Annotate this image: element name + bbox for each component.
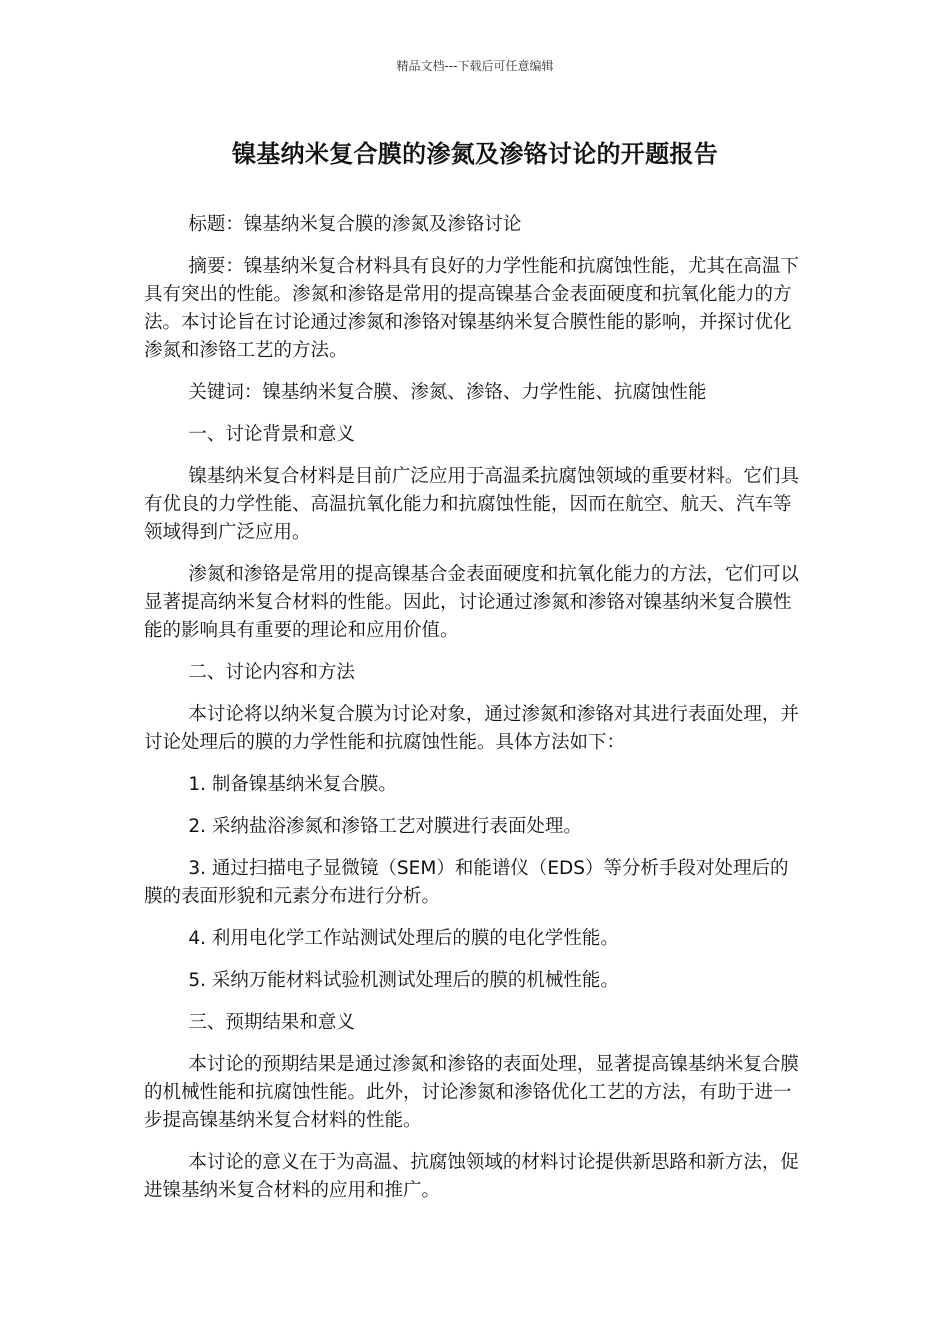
- method-item-5: 5. 采纳万能材料试验机测试处理后的膜的机械性能。: [188, 970, 619, 991]
- section-heading-results: 三、预期结果和意义: [188, 1012, 355, 1033]
- paragraph-results: 本讨论的预期结果是通过渗氮和渗铬的表面处理，显著提高镍基纳米复合膜的机械性能和抗腐蚀性能。此外，讨论渗氮和渗铬优化工艺的方法，有助于进一步提高镍基纳米复合材料的性能。: [144, 1054, 799, 1131]
- method-item-2: 2. 采纳盐浴渗氮和渗铬工艺对膜进行表面处理。: [188, 816, 582, 837]
- paragraph-background-2: 渗氮和渗铬是常用的提高镍基合金表面硬度和抗氧化能力的方法，它们可以显著提高纳米复合材料的性能。因此，讨论通过渗氮和渗铬对镍基纳米复合膜性能的影响具有重要的理论和应用价值。: [144, 564, 799, 641]
- paragraph-subject: 标题：镍基纳米复合膜的渗氮及渗铬讨论: [188, 214, 522, 235]
- method-item-1: 1. 制备镍基纳米复合膜。: [188, 774, 397, 795]
- paragraph-abstract: 摘要：镍基纳米复合材料具有良好的力学性能和抗腐蚀性能，尤其在高温下具有突出的性能。渗氮和渗铬是常用的提高镍基合金表面硬度和抗氧化能力的方法。本讨论旨在讨论通过渗氮和渗铬对镍基纳米复合膜性能的影响，并探讨优化渗氮和渗铬工艺的方法。: [144, 256, 799, 361]
- paragraph-significance: 本讨论的意义在于为高温、抗腐蚀领域的材料讨论提供新思路和新方法，促进镍基纳米复合材料的应用和推广。: [144, 1152, 799, 1201]
- paragraph-background-1: 镍基纳米复合材料是目前广泛应用于高温柔抗腐蚀领域的重要材料。它们具有优良的力学性能、高温抗氧化能力和抗腐蚀性能，因而在航空、航天、汽车等领域得到广泛应用。: [144, 466, 799, 543]
- paragraph-keywords: 关键词：镍基纳米复合膜、渗氮、渗铬、力学性能、抗腐蚀性能: [188, 382, 707, 403]
- document-body: [144, 211, 806, 1219]
- method-item-3: 3. 通过扫描电子显微镜（SEM）和能谱仪（EDS）等分析手段对处理后的膜的表面形貌和元素分布进行分析。: [144, 858, 789, 907]
- document-title: 镍基纳米复合膜的渗氮及渗铬讨论的开题报告: [232, 140, 718, 168]
- page-header: 精品文档---下载后可任意编辑: [396, 59, 554, 73]
- section-heading-background: 一、讨论背景和意义: [188, 424, 355, 445]
- section-heading-methods: 二、讨论内容和方法: [188, 662, 355, 683]
- method-item-4: 4. 利用电化学工作站测试处理后的膜的电化学性能。: [188, 928, 619, 949]
- paragraph-methods-intro: 本讨论将以纳米复合膜为讨论对象，通过渗氮和渗铬对其进行表面处理，并讨论处理后的膜的力学性能和抗腐蚀性能。具体方法如下：: [144, 704, 799, 753]
